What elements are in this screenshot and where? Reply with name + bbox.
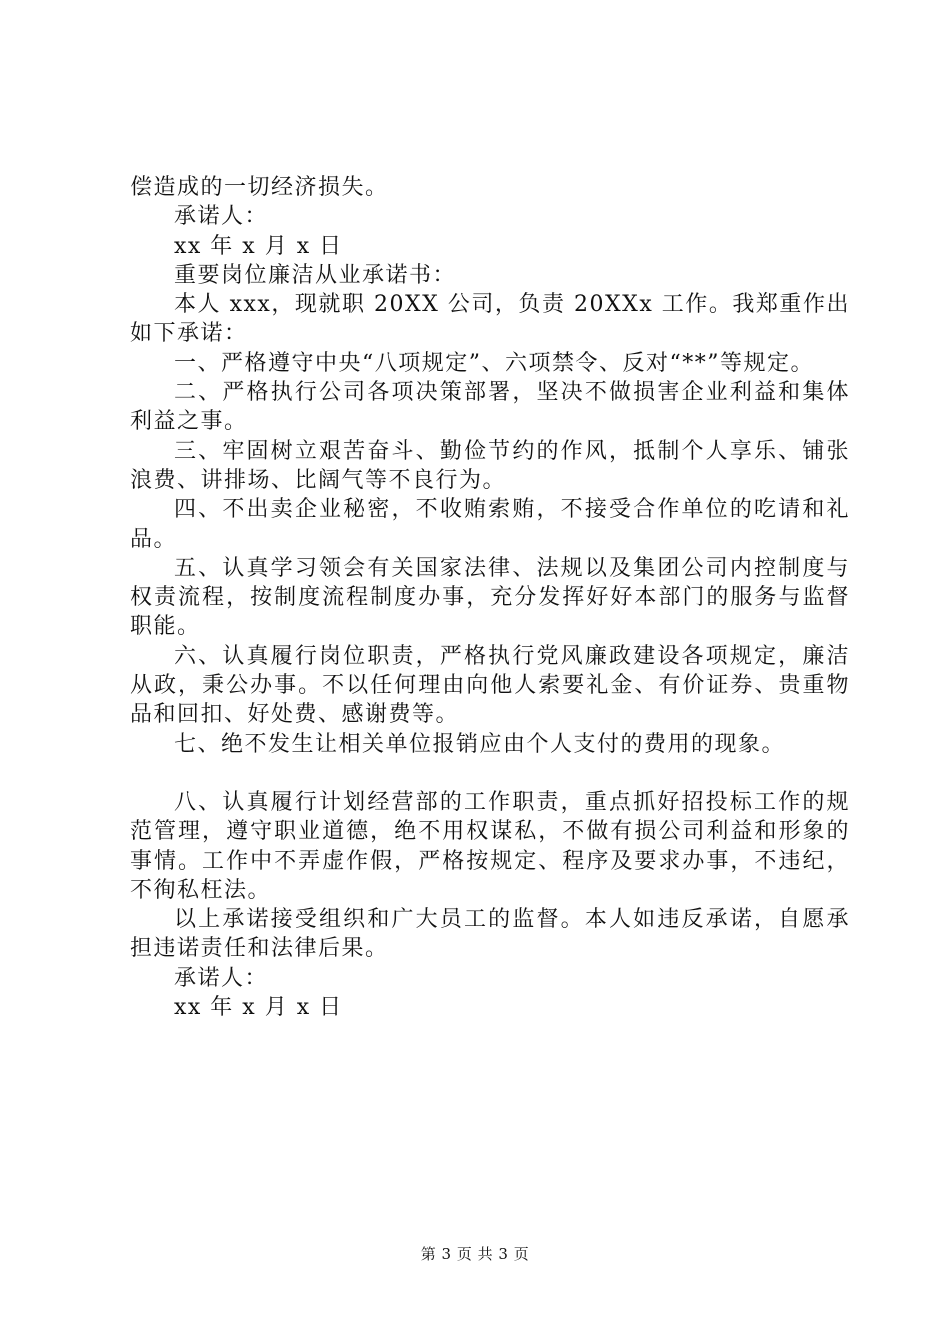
blank-line bbox=[130, 759, 850, 788]
signature-date: xx 年 x 月 x 日 bbox=[174, 233, 343, 259]
commitment-item-3: 三、牢固树立艰苦奋斗、勤俭节约的作风，抵制个人享乐、铺张浪费、讲排场、比阔气等不良行为。 bbox=[130, 438, 850, 493]
commitment-item-8: 八、认真履行计划经营部的工作职责，重点抓好招投标工作的规范管理，遵守职业道德，绝不用权谋私，不做有损公司利益和形象的事情。工作中不弄虚作假，严格按规定、程序及要求办事，不违纪，不徇私枉法。 bbox=[130, 789, 850, 903]
section-title: 重要岗位廉洁从业承诺书： bbox=[174, 262, 457, 288]
commitment-item-5: 五、认真学习领会有关国家法律、法规以及集团公司内控制度与权责流程，按制度流程制度办事，充分发挥好好本部门的服务与监督职能。 bbox=[130, 555, 850, 640]
commitment-item-6: 六、认真履行岗位职责，严格执行党风廉政建设各项规定，廉洁从政，秉公办事。不以任何理由向他人索要礼金、有价证券、贵重物品和回扣、好处费、感谢费等。 bbox=[130, 643, 850, 728]
signatory-label: 承诺人： bbox=[174, 204, 269, 230]
commitment-item-7: 七、绝不发生让相关单位报销应由个人支付的费用的现象。 bbox=[174, 731, 786, 757]
paragraph-closing: 以上承诺接受组织和广大员工的监督。本人如违反承诺，自愿承担违诺责任和法律后果。 bbox=[130, 907, 850, 962]
page-number-footer: 第 3 页 共 3 页 bbox=[420, 1245, 530, 1263]
signature-date-final: xx 年 x 月 x 日 bbox=[174, 995, 343, 1021]
commitment-item-1: 一、严格遵守中央“八项规定”、六项禁令、反对“**”等规定。 bbox=[174, 350, 814, 376]
document-body bbox=[130, 173, 850, 1022]
commitment-item-2: 二、严格执行公司各项决策部署，坚决不做损害企业利益和集体利益之事。 bbox=[130, 380, 850, 435]
commitment-item-4: 四、不出卖企业秘密，不收贿索贿，不接受合作单位的吃请和礼品。 bbox=[130, 497, 850, 552]
signatory-label-final: 承诺人： bbox=[174, 965, 269, 991]
paragraph-continuation: 偿造成的一切经济损失。 bbox=[130, 175, 389, 200]
paragraph-intro: 本人 xxx，现就职 20XX 公司，负责 20XXx 工作。我郑重作出如下承诺： bbox=[130, 292, 850, 347]
